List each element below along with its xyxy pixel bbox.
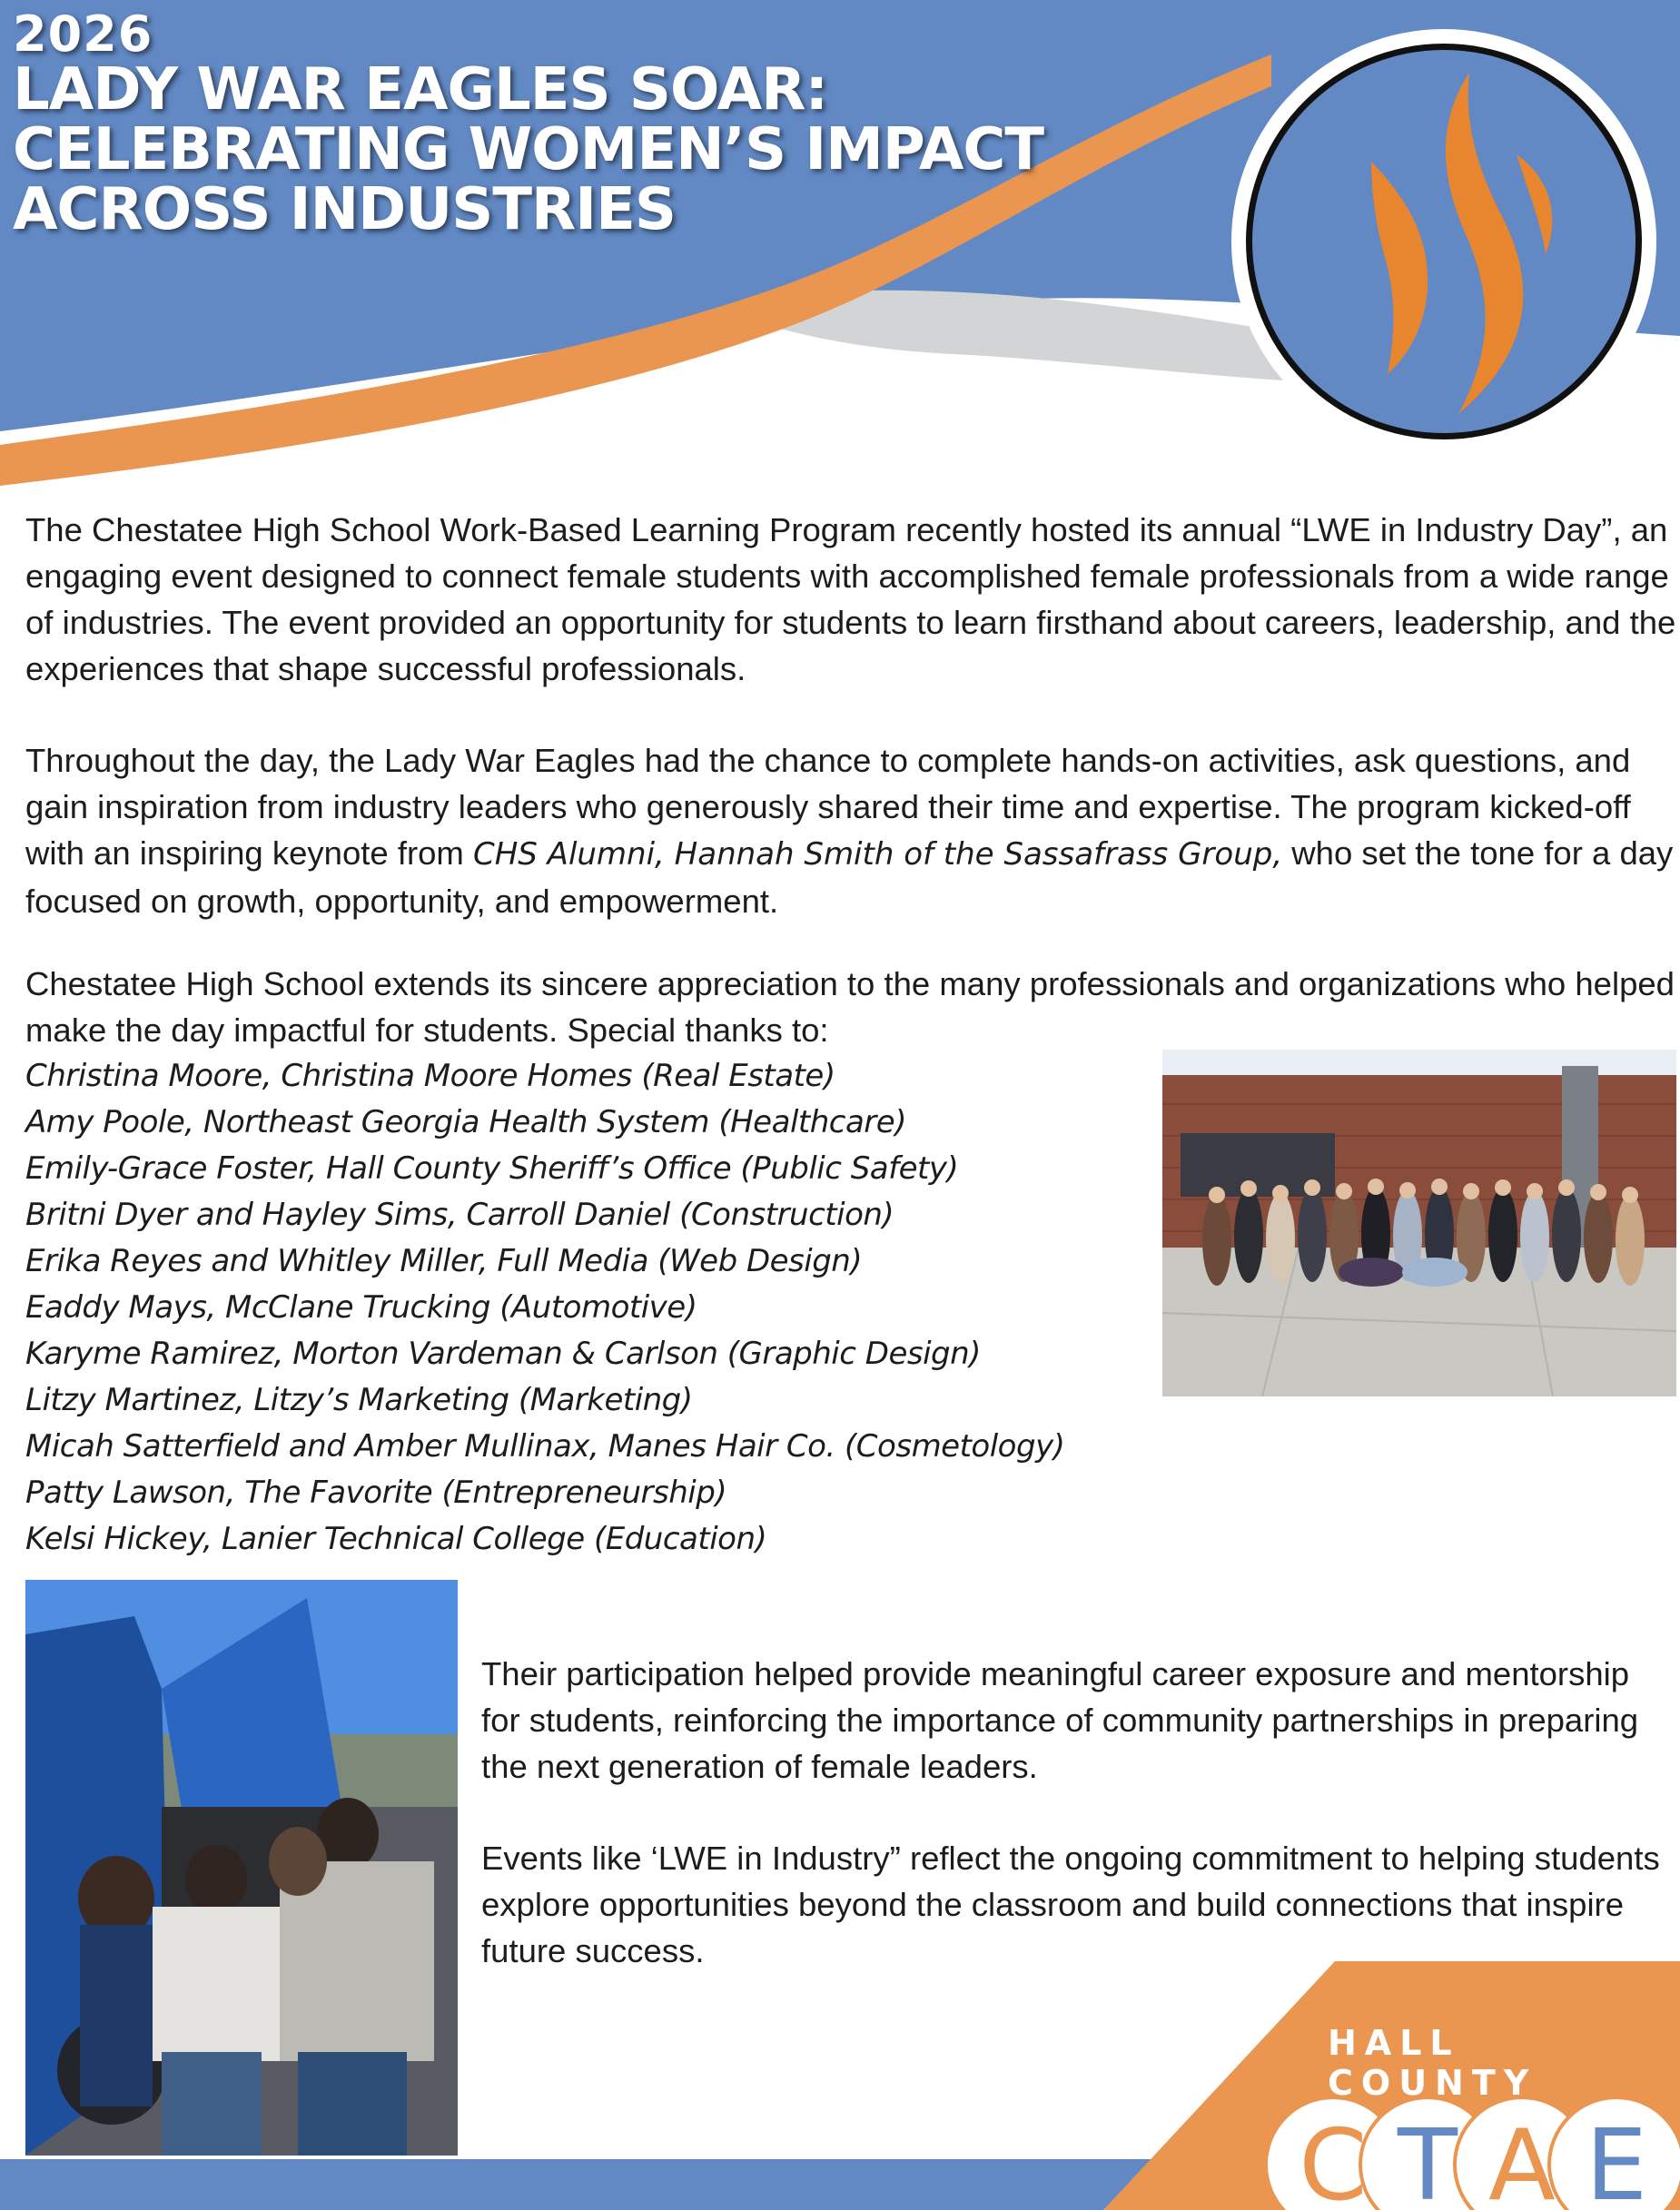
- logo-letter-a: A: [1488, 2109, 1556, 2210]
- footer-county-label: HALL COUNTY: [1328, 2023, 1537, 2103]
- thanks-item: Kelsi Hickey, Lanier Technical College (Education): [25, 1521, 767, 1557]
- header-year: 2026: [13, 5, 153, 63]
- thanks-item: Britni Dyer and Hayley Sims, Carroll Daniel (Construction): [25, 1197, 894, 1233]
- closing-paragraph-1: Their participation helped provide meaningful career exposure and mentorship for students, reinforcing the importance of community partnerships in preparing the next generation of female leaders.: [481, 1655, 1639, 1785]
- ctae-logo: [1266, 2097, 1680, 2210]
- program-tail-text: who set the tone for a day focused on growth, opportunity, and empowerment.: [25, 834, 1674, 920]
- header-title-line: ACROSS INDUSTRIES: [13, 176, 676, 243]
- thanks-item: Litzy Martinez, Litzy’s Marketing (Marketing): [25, 1382, 693, 1418]
- thanks-item: Eaddy Mays, McClane Trucking (Automotive): [25, 1289, 697, 1326]
- flame-logo: [1228, 25, 1660, 458]
- header-title-line: LADY WAR EAGLES SOAR:: [13, 56, 828, 123]
- thanks-item: Micah Satterfield and Amber Mullinax, Manes Hair Co. (Cosmetology): [25, 1428, 1065, 1465]
- group-photo: [1162, 1050, 1676, 1396]
- program-paragraph: [25, 737, 1680, 924]
- thanks-item: Emily-Grace Foster, Hall County Sheriff’s Office (Public Safety): [25, 1150, 959, 1187]
- thanks-item: Karyme Ramirez, Morton Vardeman & Carlson (Graphic Design): [25, 1336, 981, 1372]
- thanks-item: Patty Lawson, The Favorite (Entrepreneurship): [25, 1475, 727, 1511]
- intro-paragraph: The Chestatee High School Work-Based Learning Program recently hosted its annual “LWE in Industry Day”, an engaging event designed to connect female students with accomplished female professionals from a wide range of industries. The event provided an opportunity for students to learn firsthand about careers, leadership, and the experiences that shape successful professionals.: [25, 511, 1676, 687]
- thanks-list: [25, 1053, 1064, 1563]
- program-lead-text: Throughout the day, the Lady War Eagles had the chance to complete hands-on activities, ask questions, and gain inspiration from industry leaders who generously shared their time and expertise. The program kicked-off with an inspiring keynote from: [25, 742, 1631, 872]
- logo-letter-t: T: [1398, 2109, 1458, 2210]
- appreciation-paragraph: Chestatee High School extends its sincere appreciation to the many professionals and organizations who helped make the day impactful for students. Special thanks to:: [25, 965, 1675, 1049]
- thanks-item: Amy Poole, Northeast Georgia Health System (Healthcare): [25, 1104, 906, 1140]
- logo-letter-e: E: [1585, 2109, 1648, 2210]
- thanks-item: Christina Moore, Christina Moore Homes (Real Estate): [25, 1058, 835, 1094]
- header-title-line: CELEBRATING WOMEN’S IMPACT: [13, 116, 1043, 183]
- closing-paragraph-2: Events like ‘LWE in Industry” reflect the ongoing commitment to helping students explore opportunities beyond the classroom and build connections that inspire future success.: [481, 1840, 1660, 1969]
- logo-letter-c: C: [1299, 2109, 1368, 2210]
- header-title-block: [13, 5, 1193, 243]
- thanks-item: Erika Reyes and Whitley Miller, Full Media (Web Design): [25, 1243, 863, 1279]
- keynote-speaker: CHS Alumni, Hannah Smith of the Sassafrass Group,: [472, 836, 1283, 873]
- group-photo-image: [1162, 1050, 1676, 1396]
